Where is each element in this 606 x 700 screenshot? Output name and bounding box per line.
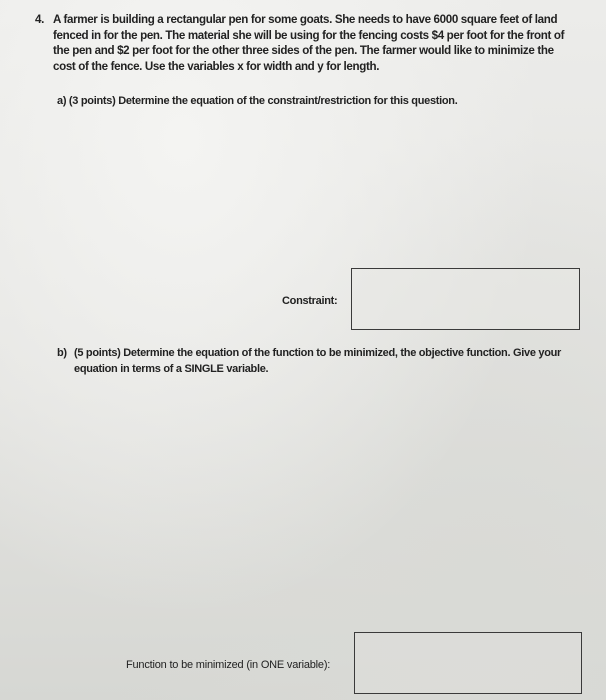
question-text: A farmer is building a rectangular pen for some goats. She needs to have 6000 square feet of land fenced in for the pen. The material she will be using for the fencing costs $4 per foot for the front of the pen and $2 per foot for the other three sides of the pen. The farmer would like to minimize the cost of the fence. Use the variables x for width and y for length. — [53, 13, 565, 73]
objective-function-answer-box[interactable] — [354, 632, 582, 694]
part-b-prompt — [57, 346, 577, 377]
question-number: 4. — [35, 13, 44, 26]
part-b-text: (5 points) Determine the equation of the function to be minimized, the objective function. Give your equation in terms of a SINGLE variable. — [74, 347, 562, 375]
part-b-letter: b) — [57, 347, 67, 359]
constraint-label: Constraint: — [282, 295, 338, 307]
constraint-answer-box[interactable] — [351, 268, 580, 330]
objective-function-label: Function to be minimized (in ONE variable): — [126, 659, 331, 671]
part-a-prompt: a) (3 points) Determine the equation of the constraint/restriction for this question. — [57, 95, 458, 107]
question-4 — [35, 12, 575, 74]
